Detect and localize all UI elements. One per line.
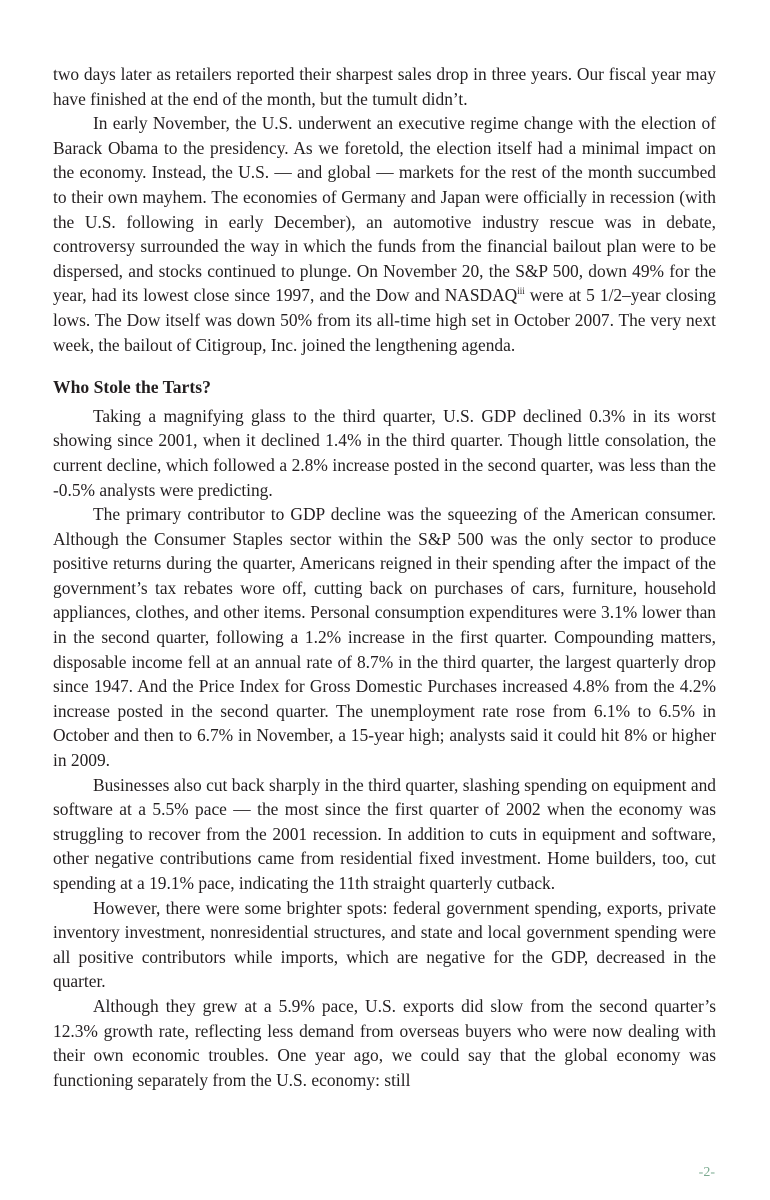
paragraph-election-part-2: were at 5 1/2–year closing lows. The Dow itself was down 50% from its all-time high set in October 2007. The very next week, the bailout of Citigroup, Inc. joined the lengthening agenda. [53, 285, 716, 355]
paragraph-exports: Although they grew at a 5.9% pace, U.S. exports did slow from the second quarter’s 12.3% growth rate, reflecting less demand from overseas buyers who were now dealing with their own economic troubles. One year ago, we could say that the global economy was functioning separately from the U.S. economy: still [53, 995, 716, 1090]
paragraph-gdp: Taking a magnifying glass to the third quarter, U.S. GDP declined 0.3% in its worst showing since 2001, when it declined 1.4% in the third quarter. Though little consolation, the current decline, which followed a 2.8% increase posted in the second quarter, was less than the -0.5% analysts were predicting. [53, 405, 716, 500]
section-heading: Who Stole the Tarts? [53, 377, 211, 398]
page-number: -2- [698, 1165, 715, 1180]
document-page [53, 62, 716, 1092]
paragraph-consumer: The primary contributor to GDP decline was the squeezing of the American consumer. Although the Consumer Staples sector within the S&P 500 was the only sector to produce positive returns during the quarter, Americans reigned in their spending after the impact of the government’s tax rebates wore off, cutting back on purchases of cars, furniture, household appliances, clothes, and other items. Personal consumption expenditures were 3.1% lower than in the second quarter, following a 1.2% increase in the first quarter. Compounding matters, disposable income fell at an annual rate of 8.7% in the third quarter, the largest quarterly drop since 1947. And the Price Index for Gross Domestic Purchases increased 4.8% from the 4.2% increase posted in the second quarter. The unemployment rate rose from 6.1% to 6.5% in October and then to 6.7% in November, a 15-year high; analysts said it could hit 8% or higher in 2009. [53, 504, 716, 771]
paragraph-election-part-1: In early November, the U.S. underwent an executive regime change with the election of Barack Obama to the presidency. As we foretold, the election itself had a minimal impact on the economy. Instead, the U.S. — and global — markets for the rest of the month succumbed to their own mayhem. The economies of Germany and Japan were officially in recession (with the U.S. following in early December), an automotive industry rescue was in debate, controversy surrounded the way in which the funds from the financial bailout plan were to be dispersed, and stocks continued to plunge. On November 20, the S&P 500, down 49% for the year, had its lowest close since 1997, and the Dow and NASDAQ [53, 113, 716, 306]
paragraph-continuation: two days later as retailers reported their sharpest sales drop in three years. Our fiscal year may have finished at the end of the month, but the tumult didn’t. [53, 64, 716, 109]
paragraph-brighter-spots: However, there were some brighter spots: federal government spending, exports, private inventory investment, nonresidential structures, and state and local government spending were all positive contributors while imports, which are negative for the GDP, decreased in the quarter. [53, 897, 716, 992]
footnote-marker: iii [517, 286, 525, 297]
paragraph-business: Businesses also cut back sharply in the third quarter, slashing spending on equipment and software at a 5.5% pace — the most since the first quarter of 2002 when the economy was struggling to recover from the 2001 recession. In addition to cuts in equipment and software, other negative contributions came from residential fixed investment. Home builders, too, cut spending at a 19.1% pace, indicating the 11th straight quarterly cutback. [53, 774, 716, 893]
paragraph-election [53, 111, 716, 357]
